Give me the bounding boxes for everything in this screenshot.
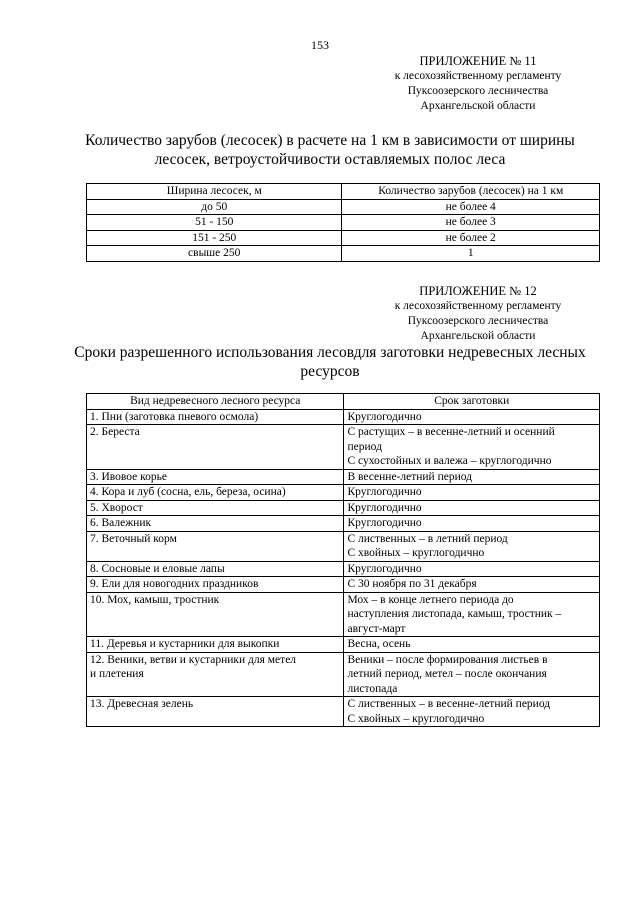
cell-line: 9. Ели для новогодних праздников xyxy=(90,578,259,590)
annex-12-header xyxy=(360,284,596,344)
cell-line: С хвойных – круглогодично xyxy=(347,547,485,559)
cell-line: период xyxy=(347,440,382,453)
table-row xyxy=(87,215,600,231)
table-cell xyxy=(87,531,344,561)
table2-heading xyxy=(70,343,590,381)
heading-line: лесосек, ветроустойчивости оставляемых полос леса xyxy=(154,151,506,168)
cell-line: 13. Древесная зелень xyxy=(90,698,194,710)
table-cell: до 50 xyxy=(87,199,342,215)
table-row xyxy=(87,516,600,532)
column-header: Количество зарубов (лесосек) на 1 км xyxy=(342,184,600,200)
table-cell xyxy=(87,469,344,485)
cell-line: Мох – в конце летнего периода до xyxy=(347,593,514,606)
cell-line: 2. Береста xyxy=(90,426,140,438)
cell-line: 3. Ивовое корье xyxy=(90,470,167,483)
table-cell xyxy=(344,561,600,577)
table-row xyxy=(87,531,600,561)
cell-line: август-март xyxy=(347,622,406,635)
table-row xyxy=(87,592,600,637)
table-cell: не более 2 xyxy=(342,230,600,246)
annex-line: к лесохозяйственному регламенту xyxy=(394,300,562,312)
annex-line: к лесохозяйственному регламенту xyxy=(394,70,562,82)
cell-line: 7. Веточный корм xyxy=(90,532,177,545)
annex-line: Архангельской области xyxy=(420,330,536,342)
cell-line: наступления листопада, камыш, тростник – xyxy=(347,608,562,620)
table-cell xyxy=(344,652,600,697)
cell-line: листопада xyxy=(347,682,398,695)
table-cell xyxy=(344,531,600,561)
table-row xyxy=(87,230,600,246)
cell-line: 6. Валежник xyxy=(90,517,152,529)
cell-line: С лиственных – в весенне-летний период xyxy=(347,698,551,710)
table-row xyxy=(87,485,600,501)
table-row xyxy=(87,409,600,425)
table-row xyxy=(87,652,600,697)
table-cell: 51 - 150 xyxy=(87,215,342,231)
heading-line: Сроки разрешенного использования лесовдля заготовки недревесных лесных xyxy=(74,344,586,361)
table-cell xyxy=(87,637,344,653)
table-cell xyxy=(87,652,344,697)
table-cell xyxy=(87,485,344,501)
table-cell: 1 xyxy=(342,246,600,262)
heading-line: Количество зарубов (лесосек) в расчете на 1 км в зависимости от ширины xyxy=(85,132,575,149)
cell-line: 1. Пни (заготовка пневого осмола) xyxy=(90,410,259,423)
table-cell: не более 4 xyxy=(342,199,600,215)
cell-line: 8. Сосновые и еловые лапы xyxy=(90,562,225,575)
annex-line: Архангельской области xyxy=(420,100,536,112)
table-cell xyxy=(87,561,344,577)
annex-line: Пуксоозерского лесничества xyxy=(407,315,549,327)
table-row xyxy=(87,469,600,485)
table-cell: 151 - 250 xyxy=(87,230,342,246)
cell-line: С растущих – в весенне-летний и осенний xyxy=(347,426,555,438)
table-row xyxy=(87,246,600,262)
table-cell xyxy=(344,516,600,532)
cell-line: Весна, осень xyxy=(347,638,411,650)
table-cell xyxy=(87,697,344,727)
table-row xyxy=(87,425,600,470)
table-cell xyxy=(344,500,600,516)
table-row xyxy=(87,500,600,516)
cell-line: Круглогодично xyxy=(347,517,422,529)
page-number: 153 xyxy=(311,38,329,52)
table-cell xyxy=(87,592,344,637)
table-cell xyxy=(87,425,344,470)
cell-line: С 30 ноября по 31 декабря xyxy=(347,578,477,590)
table-row xyxy=(87,561,600,577)
table-cell xyxy=(344,637,600,653)
cell-line: 4. Кора и луб (сосна, ель, береза, осина) xyxy=(90,486,286,498)
table1-heading xyxy=(70,131,590,169)
table-cell xyxy=(344,485,600,501)
annex-title: ПРИЛОЖЕНИЕ № 12 xyxy=(419,284,537,298)
cell-line: 11. Деревья и кустарники для выкопки xyxy=(90,638,280,650)
table-cell: не более 3 xyxy=(342,215,600,231)
cell-line: летний период, метел – после окончания xyxy=(347,668,547,680)
cell-line: С хвойных – круглогодично xyxy=(347,712,485,725)
table-cell xyxy=(344,577,600,593)
cell-line: 10. Мох, камыш, тростник xyxy=(90,593,220,606)
table-cell xyxy=(344,425,600,470)
cell-line: Круглогодично xyxy=(347,562,422,575)
cell-line: Круглогодично xyxy=(347,410,422,423)
table-row xyxy=(87,199,600,215)
cell-line: 5. Хворост xyxy=(90,501,143,514)
column-header: Срок заготовки xyxy=(344,394,600,410)
table-cell xyxy=(344,592,600,637)
cell-line: Круглогодично xyxy=(347,486,422,498)
table-cell xyxy=(344,409,600,425)
table-cell xyxy=(344,469,600,485)
table-cell xyxy=(87,516,344,532)
table-cell xyxy=(344,697,600,727)
table-row xyxy=(87,577,600,593)
table-header-row xyxy=(87,394,600,410)
cell-line: С лиственных – в летний период xyxy=(347,532,508,545)
cell-line: 12. Веники, ветви и кустарники для метел xyxy=(90,653,297,666)
table-cell xyxy=(87,577,344,593)
annex-line: Пуксоозерского лесничества xyxy=(407,85,549,97)
felling-count-table xyxy=(86,183,600,262)
heading-line: ресурсов xyxy=(300,363,360,380)
table-cell xyxy=(87,500,344,516)
cell-line: В весенне-летний период xyxy=(347,470,473,483)
annex-11-header xyxy=(360,54,596,114)
cell-line: Круглогодично xyxy=(347,501,422,514)
cell-line: С сухостойных и валежа – круглогодично xyxy=(347,455,552,467)
column-header: Ширина лесосек, м xyxy=(87,184,342,200)
cell-line: Веники – после формирования листьев в xyxy=(347,653,548,666)
table-row xyxy=(87,697,600,727)
harvest-period-table xyxy=(86,393,600,727)
annex-title: ПРИЛОЖЕНИЕ № 11 xyxy=(419,54,537,68)
table-cell xyxy=(87,409,344,425)
table-cell: свыше 250 xyxy=(87,246,342,262)
table-header-row xyxy=(87,184,600,200)
cell-line: и плетения xyxy=(90,668,144,680)
table-row xyxy=(87,637,600,653)
column-header: Вид недревесного лесного ресурса xyxy=(87,394,344,410)
